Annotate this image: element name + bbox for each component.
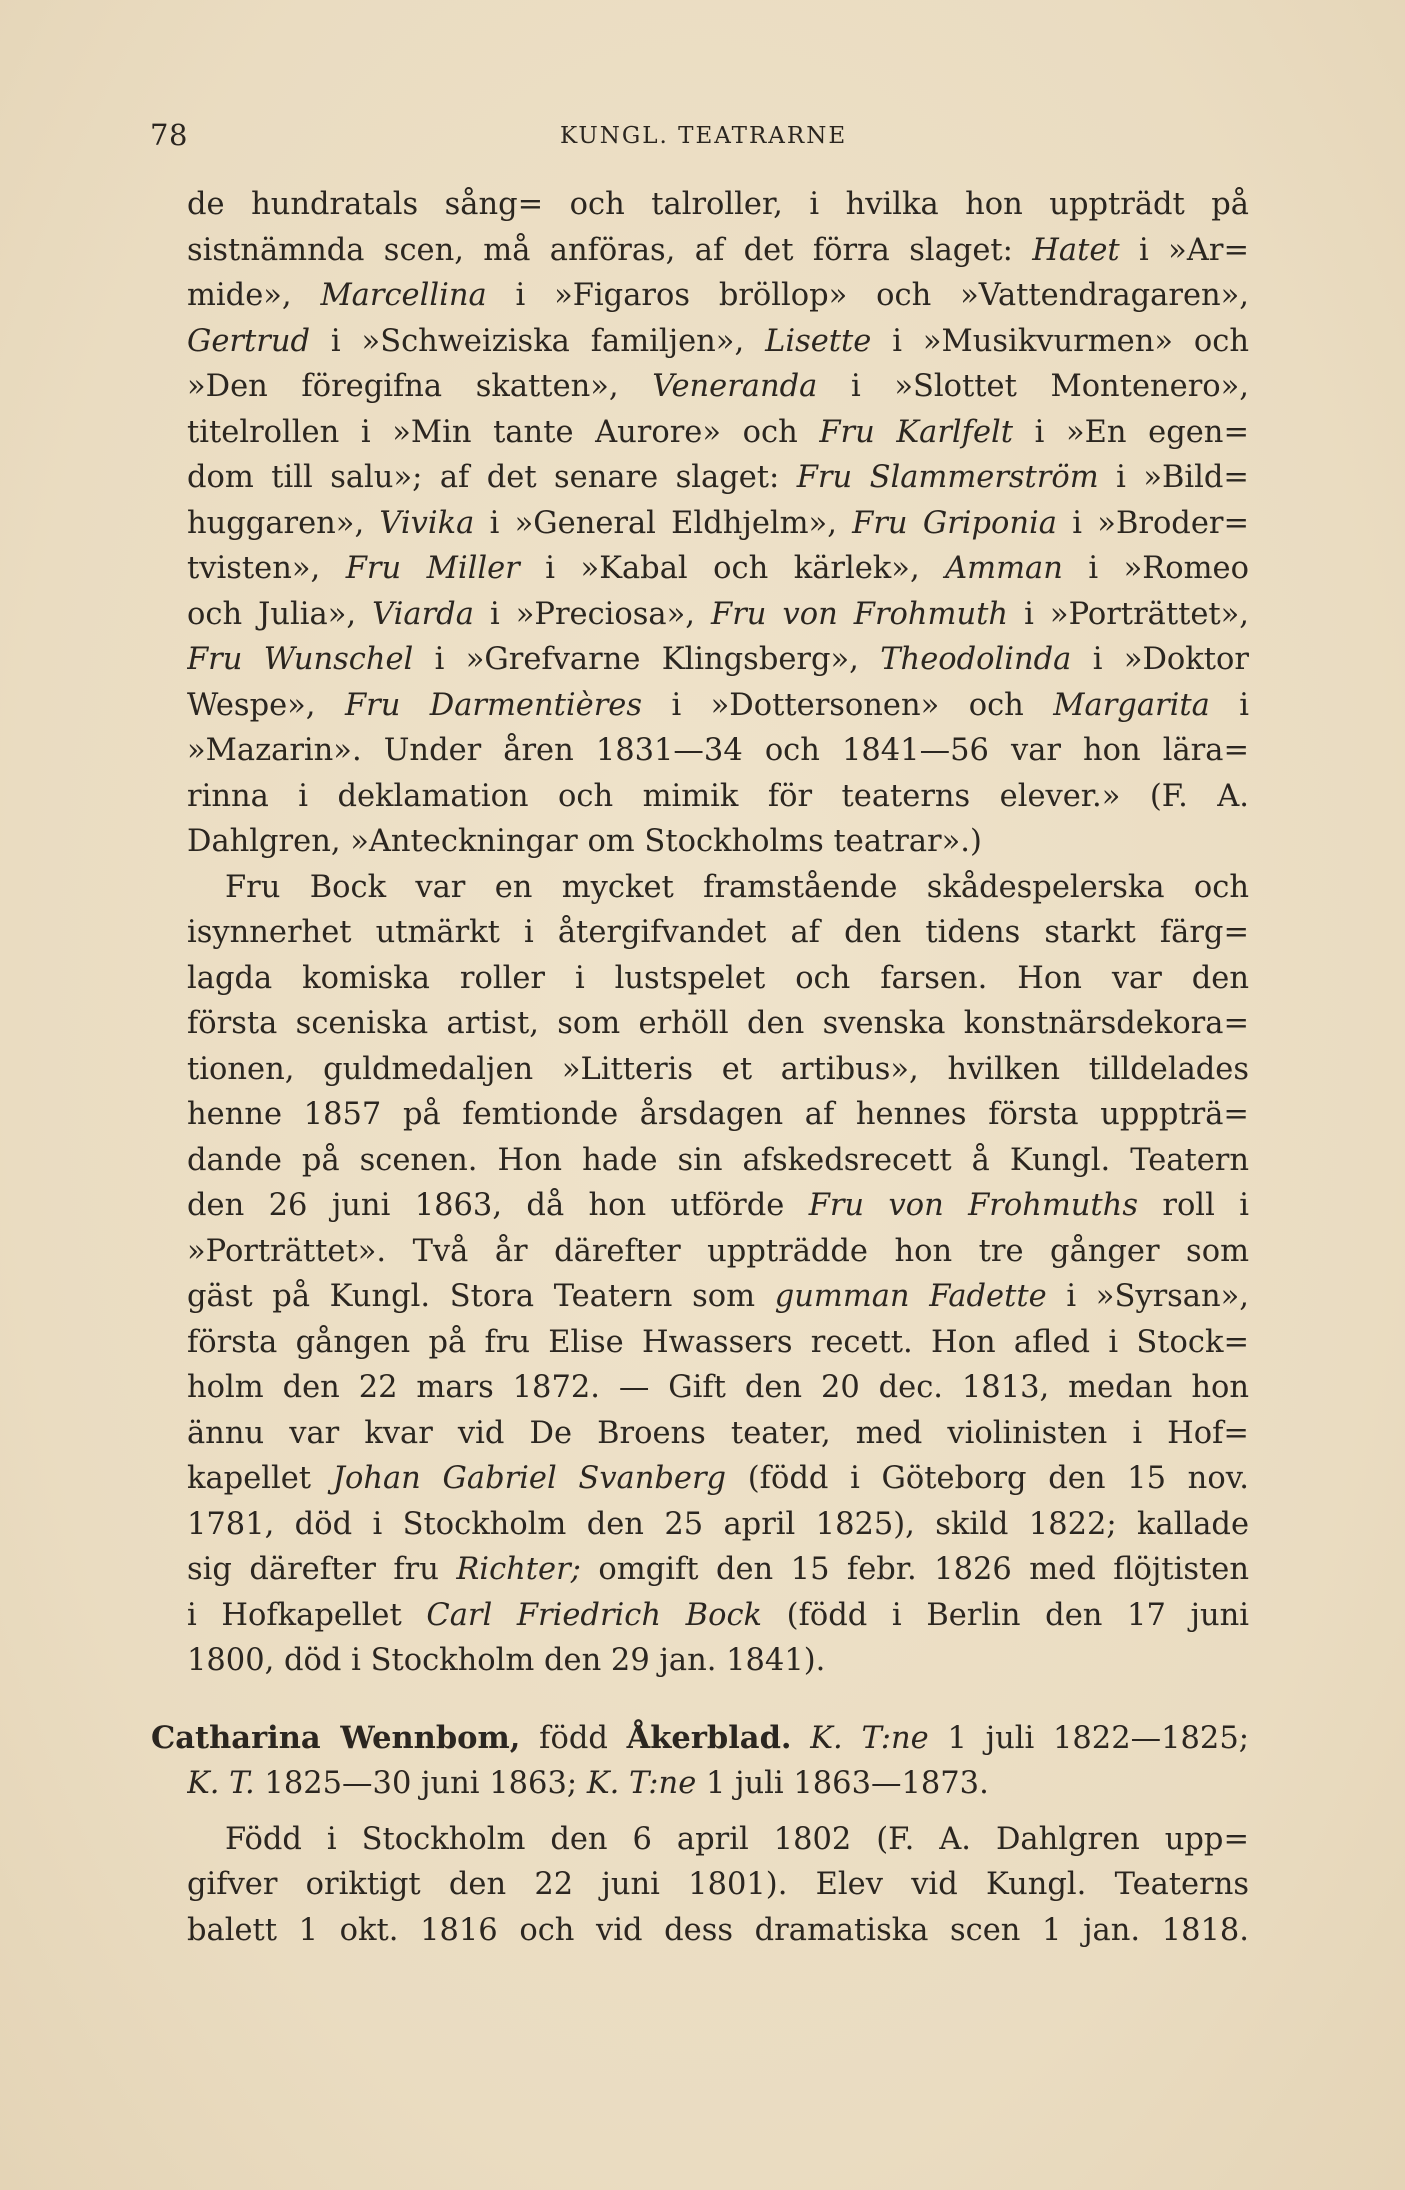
page-header: [150, 118, 1260, 158]
text-line: mide», Marcellina i »Figaros bröllop» och »Vattendragaren»,: [187, 278, 1249, 313]
entry-gap: [187, 1684, 1249, 1716]
text-line: gäst på Kungl. Stora Teatern som gumman Fadette i »Syrsan»,: [187, 1279, 1249, 1314]
text-line: dom till salu»; af det senare slaget: Fru Slammerström i »Bild=: [187, 460, 1249, 495]
text-line: huggaren», Vivika i »General Eldhjelm», Fru Griponia i »Broder=: [187, 505, 1249, 541]
text-line: ännu var kvar vid De Broens teater, med violinisten i Hof=: [187, 1415, 1249, 1451]
running-head: KUNGL. TEATRARNE: [560, 123, 848, 149]
text-line: Wespe», Fru Darmentières i »Dottersonen» och Margarita i: [187, 687, 1249, 723]
text-line: »Porträttet». Två år därefter uppträdde hon tre gånger som: [187, 1233, 1249, 1269]
text-line: i Hofkapellet Carl Friedrich Bock (född i Berlin den 17 juni: [187, 1597, 1249, 1633]
text-line: Fru Wunschel i »Grefvarne Klingsberg», Theodolinda i »Doktor: [187, 642, 1249, 677]
text-line: Gertrud i »Schweiziska familjen», Lisette i »Musikvurmen» och: [187, 323, 1249, 359]
text-line: och Julia», Viarda i »Preciosa», Fru von Frohmuth i »Porträttet»,: [187, 596, 1249, 632]
text-line: henne 1857 på femtionde årsdagen af hennes första upppträ=: [187, 1097, 1249, 1132]
page-number: 78: [150, 118, 188, 152]
text-line: första gången på fru Elise Hwassers recett. Hon afled i Stock=: [187, 1324, 1249, 1360]
text-line: tionen, guldmedaljen »Litteris et artibus», hvilken tilldelades: [187, 1051, 1249, 1087]
text-line: dande på scenen. Hon hade sin afskedsrecett å Kungl. Teatern: [187, 1142, 1249, 1178]
text-line: »Mazarin». Under åren 1831—34 och 1841—56 var hon lära=: [187, 733, 1249, 768]
text-line: kapellet Johan Gabriel Svanberg (född i Göteborg den 15 nov.: [187, 1461, 1249, 1496]
text-line: tvisten», Fru Miller i »Kabal och kärlek», Amman i »Romeo: [187, 551, 1249, 586]
entry-heading-line: Catharina Wennbom, född Åkerblad. K. T:ne 1 juli 1822—1825;: [151, 1719, 1249, 1756]
text-line: titelrollen i »Min tante Aurore» och Fru Karlfelt i »En egen=: [187, 414, 1249, 450]
text-line: sistnämnda scen, må anföras, af det förra slaget: Hatet i »Ar=: [187, 232, 1249, 268]
text-line: »Den föregifna skatten», Veneranda i »Slottet Montenero»,: [187, 369, 1249, 404]
text-line: isynnerhet utmärkt i återgifvandet af den tidens starkt färg=: [187, 915, 1249, 950]
text-line: den 26 juni 1863, då hon utförde Fru von Frohmuths roll i: [187, 1188, 1249, 1223]
text-line: gifver oriktigt den 22 juni 1801). Elev vid Kungl. Teaterns: [187, 1867, 1249, 1902]
text-line: Dahlgren, »Anteckningar om Stockholms teatrar».): [187, 824, 982, 859]
text-line: holm den 22 mars 1872. — Gift den 20 dec. 1813, medan hon: [187, 1370, 1249, 1405]
text-line: balett 1 okt. 1816 och vid dess dramatiska scen 1 jan. 1818.: [187, 1912, 1249, 1948]
paragraph-start-line: Fru Bock var en mycket framstående skådespelerska och: [225, 869, 1249, 905]
body-text: [151, 182, 1249, 1953]
paragraph-start-line: Född i Stockholm den 6 april 1802 (F. A. Dahlgren upp=: [225, 1821, 1249, 1857]
text-line: 1800, död i Stockholm den 29 jan. 1841).: [187, 1643, 826, 1678]
text-line: sig därefter fru Richter; omgift den 15 febr. 1826 med flöjtisten: [187, 1552, 1249, 1587]
text-line: lagda komiska roller i lustspelet och farsen. Hon var den: [187, 960, 1249, 996]
entry-heading-line: K. T. 1825—30 juni 1863; K. T:ne 1 juli 1863—1873.: [187, 1766, 989, 1801]
text-line: de hundratals sång= och talroller, i hvilka hon uppträdt på: [187, 187, 1249, 222]
text-line: första sceniska artist, som erhöll den svenska konstnärsdekora=: [187, 1006, 1249, 1041]
text-line: rinna i deklamation och mimik för teaterns elever.» (F. A.: [187, 778, 1249, 814]
text-line: 1781, död i Stockholm den 25 april 1825), skild 1822; kallade: [187, 1506, 1249, 1542]
